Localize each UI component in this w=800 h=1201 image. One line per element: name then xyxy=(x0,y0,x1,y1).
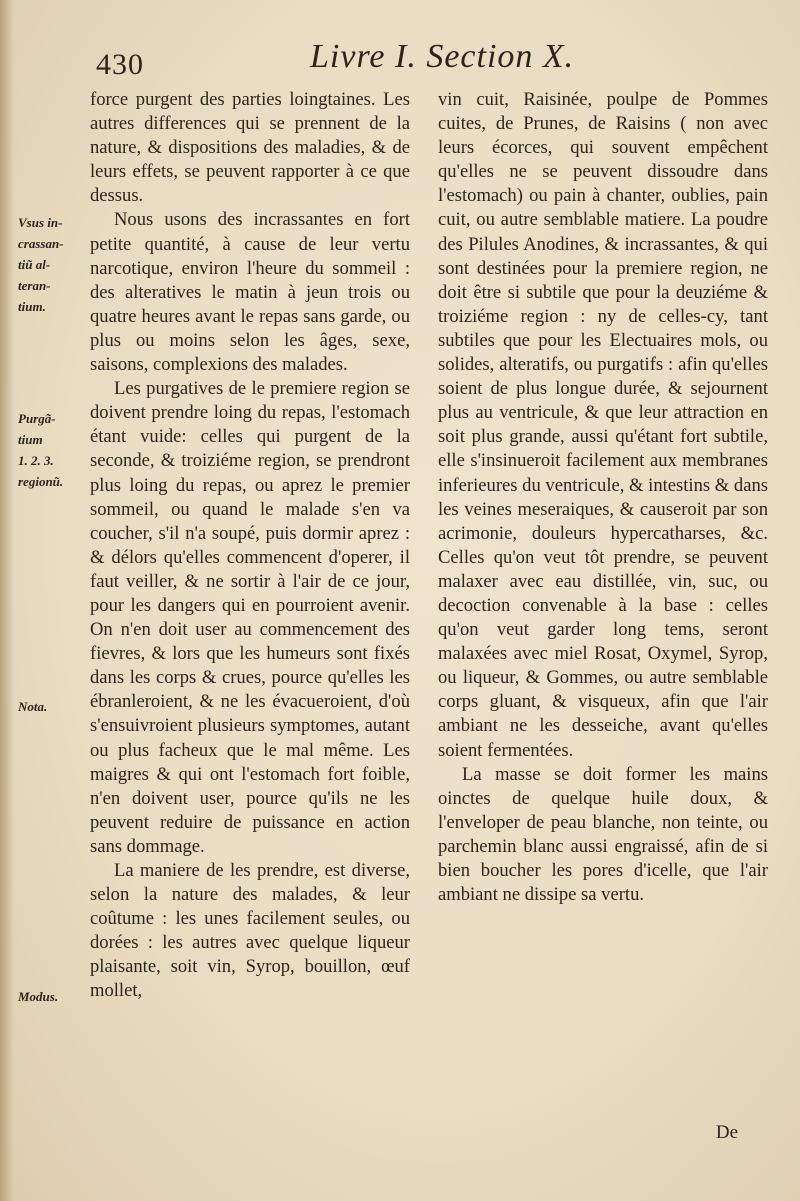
paragraph: La maniere de les prendre, est diverse, selon la nature des malades, & leur coûtume : les unes facilement seules, ou dorées : les autres avec quelque liqueur plaisante, soit vin, Syrop, bouillon, œuf mollet, xyxy=(90,860,410,1002)
margin-note-purgatium: Purgã- tium 1. 2. 3. regionũ. xyxy=(18,411,64,489)
margin-notes xyxy=(18,90,94,1140)
margin-note-modus: Modus. xyxy=(18,989,59,1004)
page-number: 430 xyxy=(96,48,144,81)
paragraph: La masse se doit former les mains oinctes de quelque huile doux, & l'enveloper de peau blanche, non teinte, ou parchemin blanc aussi engraissé, afin de si bien boucher les pores d'icelle, que l'air ambiant ne dissipe sa vertu. xyxy=(438,763,768,906)
paragraph: vin cuit, Raisinée, poulpe de Pommes cuites, de Prunes, de Raisins ( non avec leurs écorces, qui souvent empêchent qu'elles ne se peuvent dissoudre dans l'estomach) ou pain à chanter, oublies, pain cuit, ou autre semblable matiere. La poudre des Pilules Anodines, & incrassantes, & qui sont destinées pour la premiere region, ne doit être si subtile que pour la deuziéme & troiziéme region : ny de celles-cy, tant subtiles que pour les Electuaires mols, ou solides, alteratifs, ou purgatifs : afin qu'elles soient de plus longue durée, & sejournent plus au ventricule, & que leur attraction en soit plus grande, aussi qu'étant fort subtile, elle s'insinueroit facilement aux membranes inferieures du ventricule, & intestins & dans les veines meseraiques, & causeroit par son acrimonie, douleurs hypercatharses, &c. Celles qu'on veut tôt prendre, se peuvent malaxer avec eau distillée, vin, suc, ou decoction convenable à la base : celles qu'on veut garder long tems, seront malaxées avec miel Rosat, Oxymel, Syrop, ou liqueur, & Gommes, ou autre semblable corps gluant, & visqueux, afin que l'air ambiant ne les desseiche, avant qu'elles soient fermentées. xyxy=(438,89,768,761)
paragraph: force purgent des parties loingtaines. Les autres differences qui se prennent de la nature, & dispositions des maladies, & de leurs effets, se peuvent rapporter à ce que dessus. xyxy=(90,89,410,207)
page-header xyxy=(0,38,800,86)
margin-note-nota: Nota. xyxy=(18,699,48,714)
right-column xyxy=(438,88,768,1131)
paragraph: Les purgatives de le premiere region se doivent prendre loing du repas, l'estomach étant vuide: celles qui purgent de la seconde, & troiziéme region, se prendront plus loing du repas, ou aprez le premier sommeil, ou quand le malade s'en va coucher, s'il n'a soupé, puis dormir aprez : & délors qu'elles commencent d'operer, il faut veiller, & ne sortir à l'air de ce jour, pour les dangers qui en pourroient avenir. On n'en doit user au commencement des fievres, & lors que les humeurs sont fixés dans les corps & crues, pource qu'elles les ébranleroient, & ne les évacueroient, d'où s'ensuivroient plusieurs symptomes, autant ou plus facheux que le mal même. Les maigres & qui ont l'estomach fort foible, n'en doivent user, pource qu'ils ne les peuvent reduire de puissance en action sans dommage. xyxy=(90,378,410,857)
running-head: Livre I. Section X. xyxy=(310,38,575,75)
catchword: De xyxy=(715,1122,738,1143)
page-binding-shadow xyxy=(0,0,14,1201)
margin-note-usus: Vsus in- crassan- tiũ al- teran- tium. xyxy=(18,215,64,314)
left-column xyxy=(90,88,410,1131)
paragraph: Nous usons des incrassantes en fort petite quantité, à cause de leur vertu narcotique, environ l'heure du sommeil : des alteratives le matin à jeun trois ou quatre heures avant le repas sans garde, ou plus ou moins selon les âges, sexe, saisons, complexions des malades. xyxy=(90,209,410,376)
